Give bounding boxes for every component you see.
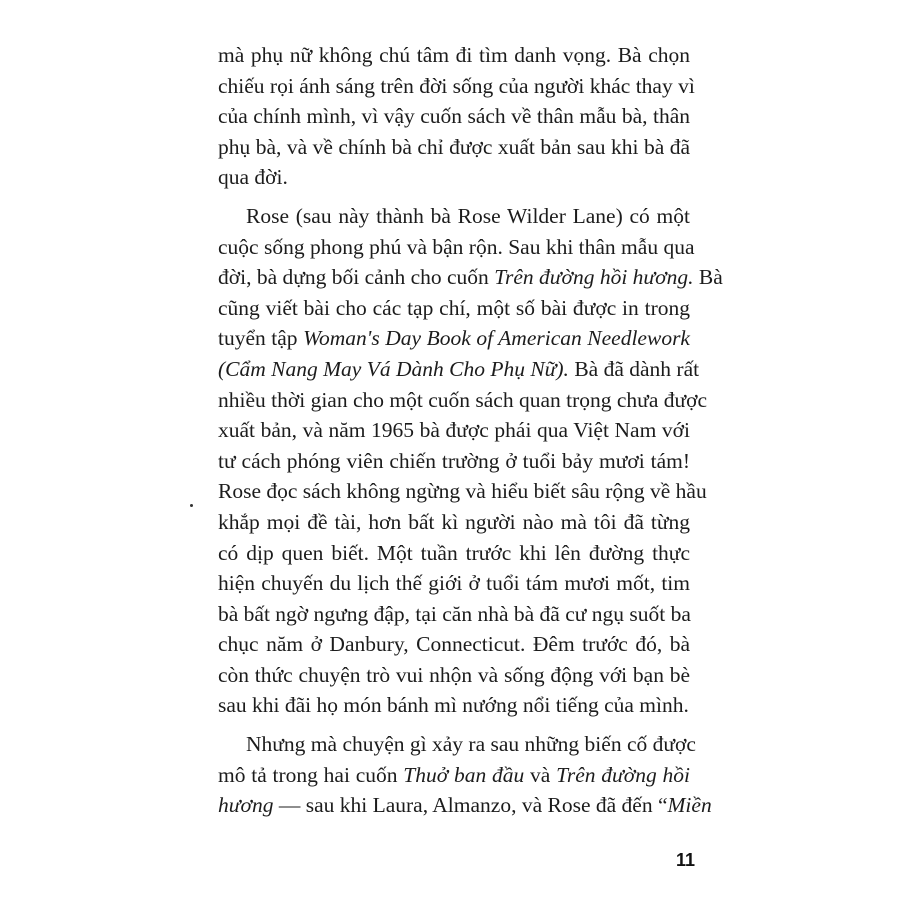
italic-text: Thuở ban đầu <box>403 762 525 787</box>
text-run: tư cách phóng viên chiến trường ở tuổi bảy mươi tám! <box>218 448 690 473</box>
text-line <box>218 599 690 630</box>
text-line <box>218 507 690 538</box>
text-line <box>218 293 690 324</box>
page-number: 11 <box>676 850 696 870</box>
text-run: cũng viết bài cho các tạp chí, một số bài được in trong <box>218 295 690 320</box>
text-line <box>218 538 690 569</box>
text-run: có dịp quen biết. Một tuần trước khi lên đường thực <box>218 540 690 565</box>
text-run: chục năm ở Danbury, Connecticut. Đêm trước đó, bà <box>218 632 690 657</box>
italic-text: Trên đường hồi <box>556 762 691 787</box>
text-run: Nhưng mà chuyện gì xảy ra sau những biến cố được <box>246 732 696 757</box>
text-run: còn thức chuyện trò vui nhộn và sống động với bạn bè <box>218 662 690 687</box>
text-line <box>218 162 690 193</box>
italic-text: (Cẩm Nang May Vá Dành Cho Phụ Nữ). <box>218 356 569 381</box>
italic-text: Miền <box>667 793 712 818</box>
text-run: cuộc sống phong phú và bận rộn. Sau khi thân mẫu qua <box>218 234 695 259</box>
text-line <box>218 446 690 477</box>
text-run: chiếu rọi ánh sáng trên đời sống của người khác thay vì <box>218 73 695 98</box>
text-line <box>218 40 690 71</box>
text-run: xuất bản, và năm 1965 bà được phái qua Việt Nam với <box>218 418 690 443</box>
text-run: đời, bà dựng bối cảnh cho cuốn <box>218 265 495 290</box>
paragraph-2 <box>218 201 723 721</box>
text-line <box>218 132 690 163</box>
text-line <box>218 232 695 263</box>
italic-text: Trên đường hồi hương. <box>494 265 694 290</box>
italic-text: Woman's Day Book of American Needlework <box>303 326 690 351</box>
text-line <box>218 262 723 293</box>
text-line <box>218 385 708 416</box>
text-run: hiện chuyến du lịch thế giới ở tuổi tám mươi mốt, tim <box>218 571 690 596</box>
text-run: của chính mình, vì vậy cuốn sách về thân mẫu bà, thân <box>218 104 690 129</box>
margin-mark <box>190 504 193 507</box>
text-run: tuyển tập <box>218 326 304 351</box>
text-line <box>218 101 690 132</box>
paragraph-3 <box>218 729 712 821</box>
text-line <box>218 476 707 507</box>
text-line <box>218 354 700 385</box>
text-line <box>218 201 690 232</box>
text-line <box>218 629 690 660</box>
text-line <box>218 323 690 354</box>
text-run: khắp mọi đề tài, hơn bất kì người nào mà tôi đã từng <box>218 509 690 534</box>
text-run: Rose đọc sách không ngừng và hiểu biết sâu rộng về hầu <box>218 479 707 504</box>
text-line <box>218 729 696 760</box>
text-run: qua đời. <box>218 165 288 190</box>
paragraph-gap <box>218 193 690 201</box>
italic-text: hương <box>218 793 274 818</box>
text-run: Bà <box>693 265 723 290</box>
text-run: Rose (sau này thành bà Rose Wilder Lane) có một <box>246 203 690 228</box>
text-line <box>218 568 690 599</box>
text-run: nhiều thời gian cho một cuốn sách quan trọng chưa được <box>218 387 708 412</box>
paragraph-1 <box>218 40 695 193</box>
paragraph-gap <box>218 721 690 729</box>
text-line <box>218 415 690 446</box>
text-run: mô tả trong hai cuốn <box>218 762 404 787</box>
body-text <box>218 40 723 821</box>
text-run: và <box>524 762 557 787</box>
text-run: mà phụ nữ không chú tâm đi tìm danh vọng. Bà chọn <box>218 43 690 67</box>
text-run: Bà đã dành rất <box>568 356 700 381</box>
text-line <box>218 690 690 721</box>
text-line <box>218 760 690 791</box>
text-line <box>218 71 695 102</box>
text-run: — sau khi Laura, Almanzo, và Rose đã đến “ <box>273 793 668 818</box>
text-line <box>218 790 712 821</box>
text-run: bà bất ngờ ngưng đập, tại căn nhà bà đã cư ngụ suốt ba <box>218 601 691 626</box>
text-run: sau khi đãi họ món bánh mì nướng nổi tiếng của mình. <box>218 693 689 718</box>
text-line <box>218 660 690 691</box>
text-run: phụ bà, và về chính bà chỉ được xuất bản sau khi bà đã <box>218 134 690 159</box>
